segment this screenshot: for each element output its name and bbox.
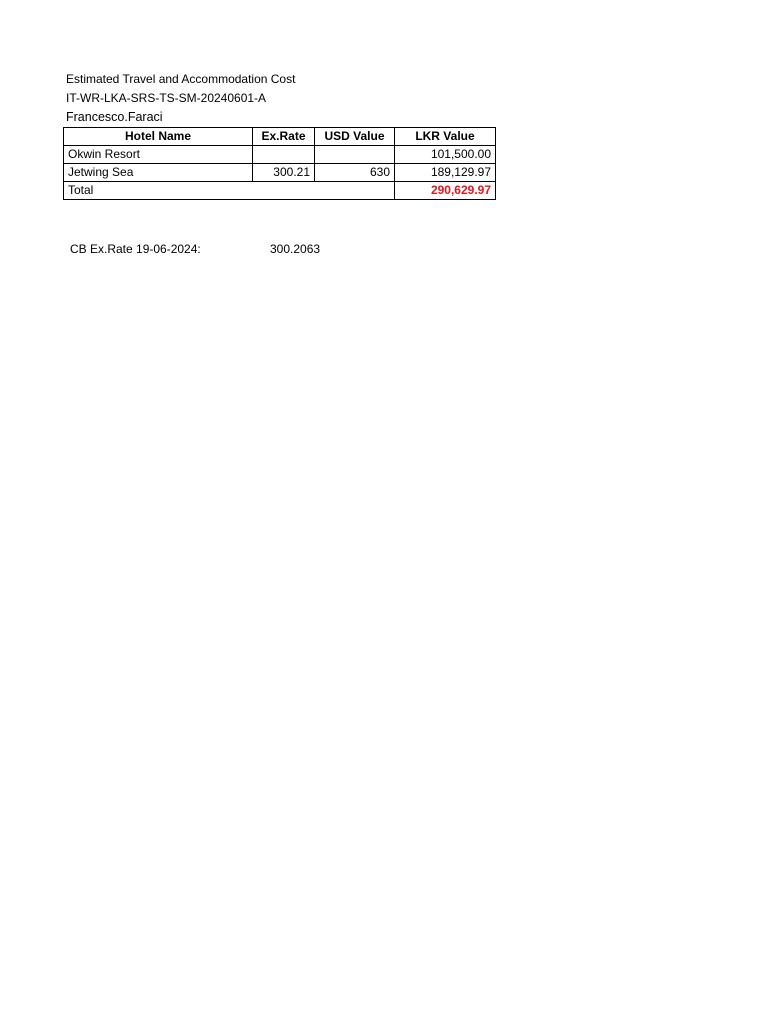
document-title: Estimated Travel and Accommodation Cost — [66, 72, 296, 86]
cb-ex-rate-label: CB Ex.Rate 19-06-2024: — [70, 242, 201, 256]
cell-hotel-name[interactable]: Okwin Resort — [64, 146, 253, 164]
person-name: Francesco.Faraci — [66, 110, 163, 124]
table-header-row — [64, 128, 496, 146]
document-code: IT-WR-LKA-SRS-TS-SM-20240601-A — [66, 91, 267, 105]
cell-hotel-name[interactable]: Jetwing Sea — [64, 164, 253, 182]
table-row — [64, 146, 496, 164]
column-header-ex-rate[interactable]: Ex.Rate — [253, 128, 315, 146]
total-label[interactable]: Total — [64, 182, 395, 200]
cell-lkr-value[interactable]: 101,500.00 — [395, 146, 496, 164]
cell-ex-rate[interactable]: 300.21 — [253, 164, 315, 182]
cell-lkr-value[interactable]: 189,129.97 — [395, 164, 496, 182]
cost-table — [63, 127, 496, 200]
column-header-usd-value[interactable]: USD Value — [315, 128, 395, 146]
column-header-hotel-name[interactable]: Hotel Name — [64, 128, 253, 146]
cell-ex-rate[interactable] — [253, 146, 315, 164]
total-row — [64, 182, 496, 200]
cell-usd-value[interactable]: 630 — [315, 164, 395, 182]
table-row — [64, 164, 496, 182]
total-value[interactable]: 290,629.97 — [395, 182, 496, 200]
column-header-lkr-value[interactable]: LKR Value — [395, 128, 496, 146]
cell-usd-value[interactable] — [315, 146, 395, 164]
cb-ex-rate-value: 300.2063 — [270, 242, 321, 256]
